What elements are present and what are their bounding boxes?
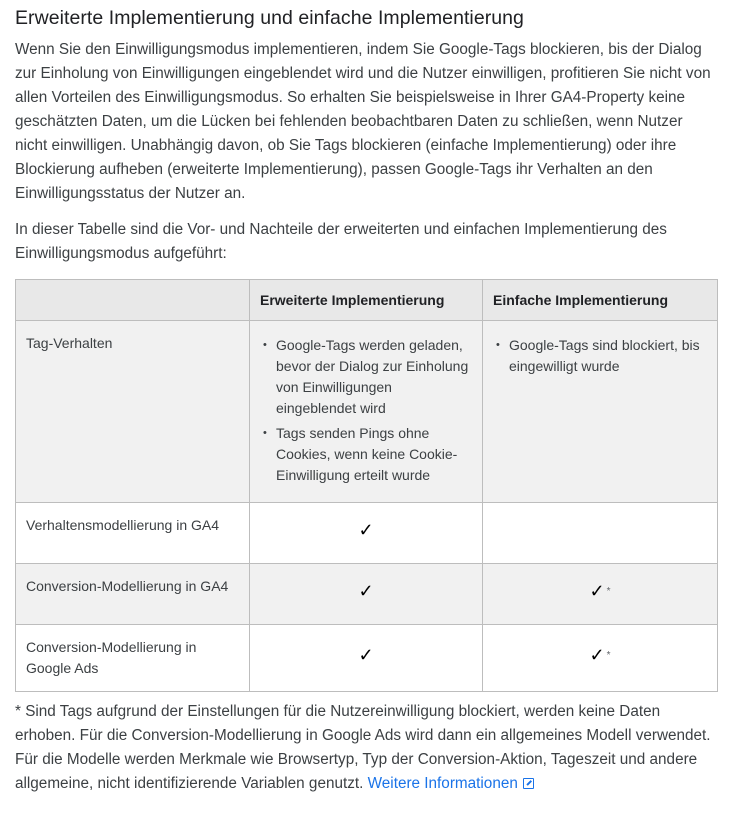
table-header-row	[16, 280, 718, 321]
list-item: • Google-Tags werden geladen, bevor der Dialog zur Einholung von Einwilligungen eingeblendet wird	[276, 335, 472, 419]
footnote-marker: *	[606, 586, 611, 597]
table-row	[16, 503, 718, 564]
row-label: Conversion-Modellierung in GA4	[16, 564, 250, 625]
footnote-text: * Sind Tags aufgrund der Einstellungen für die Nutzereinwilligung blockiert, werden keine Daten erhoben. Für die Conversion-Modellierung in Google Ads wird dann ein allgemeines Modell verwendet. Für die Modelle werden Merkmale wie Browsertyp, Typ der Conversion-Aktion, Tageszeit und andere allgemeine, nicht identifizierende Variablen genutzt.	[15, 703, 711, 792]
row-label: Verhaltensmodellierung in GA4	[16, 503, 250, 564]
header-basic: Einfache Implementierung	[483, 280, 718, 321]
checkmark-icon: ✓	[589, 645, 605, 665]
advanced-cell	[250, 321, 483, 503]
basic-cell	[483, 321, 718, 503]
checkmark-icon: ✓	[358, 520, 374, 540]
intro-paragraph: Wenn Sie den Einwilligungsmodus implementieren, indem Sie Google-Tags blockieren, bis der Dialog zur Einholung von Einwilligungen eingeblendet wird und die Nutzer einwilligen, profitieren Sie nicht von allen Vorteilen des Einwilligungsmodus. So erhalten Sie beispielsweise in Ihrer GA4-Property keine geschätzten Daten, um die Lücken bei fehlenden beobachtbaren Daten zu schließen, wenn Nutzer nicht einwilligen. Unabhängig davon, ob Sie Tags blockieren (einfache Implementierung) oder ihre Blockierung aufheben (erweiterte Implementierung), passen Google-Tags ihr Verhalten an den Einwilligungsstatus der Nutzer an.	[15, 41, 711, 202]
footnote	[15, 700, 717, 796]
external-link-icon	[523, 778, 534, 789]
checkmark-icon: ✓	[358, 581, 374, 601]
section-heading: Erweiterte Implementierung und einfache Implementierung	[15, 7, 524, 29]
table-row	[16, 564, 718, 625]
learn-more-label: Weitere Informationen	[367, 775, 518, 792]
article	[0, 7, 733, 796]
header-empty	[16, 280, 250, 321]
basic-cell	[483, 625, 718, 692]
footnote-marker: *	[606, 650, 611, 661]
learn-more-link[interactable]	[368, 775, 534, 792]
row-label: Tag-Verhalten	[16, 321, 250, 503]
advanced-cell	[250, 564, 483, 625]
table-row	[16, 321, 718, 503]
header-advanced: Erweiterte Implementierung	[250, 280, 483, 321]
basic-cell	[483, 503, 718, 564]
advanced-list	[260, 335, 472, 486]
list-item: • Tags senden Pings ohne Cookies, wenn keine Cookie-Einwilligung erteilt wurde	[276, 423, 472, 486]
basic-list	[493, 335, 707, 377]
table-row	[16, 625, 718, 692]
comparison-table	[15, 279, 718, 692]
advanced-cell	[250, 625, 483, 692]
row-label: Conversion-Modellierung in Google Ads	[16, 625, 250, 692]
table-intro-paragraph: In dieser Tabelle sind die Vor- und Nachteile der erweiterten und einfachen Implementierung des Einwilligungsmodus aufgeführt:	[15, 221, 667, 262]
advanced-cell	[250, 503, 483, 564]
checkmark-icon: ✓	[358, 645, 374, 665]
list-item: • Google-Tags sind blockiert, bis eingewilligt wurde	[509, 335, 707, 377]
basic-cell	[483, 564, 718, 625]
checkmark-icon: ✓	[589, 581, 605, 601]
